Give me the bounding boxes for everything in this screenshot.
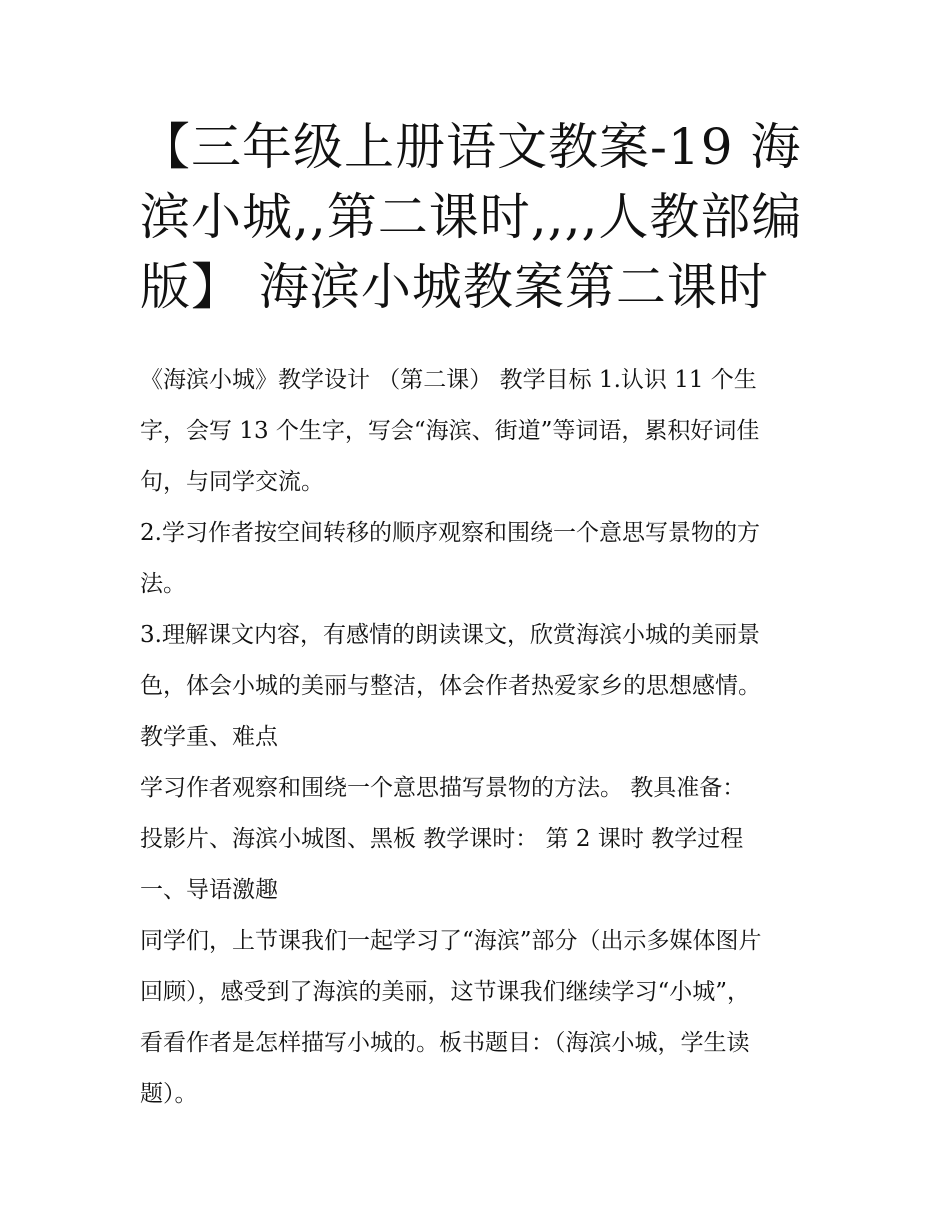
body-line: 学习作者观察和围绕一个意思描写景物的方法。 教具准备： — [140, 775, 746, 801]
body-line: 《海滨小城》教学设计 （第二课） 教学目标 1.认识 11 个生 — [140, 367, 757, 393]
body-line: 3.理解课文内容，有感情的朗读课文，欣赏海滨小城的美丽景 — [140, 622, 760, 648]
document-title — [140, 112, 820, 322]
title-line-2: 滨小城,,第二课时,,,,人教部编 — [140, 188, 803, 246]
document-body — [140, 355, 820, 1120]
body-line: 同学们，上节课我们一起学习了“海滨”部分（出示多媒体图片 — [140, 928, 762, 954]
body-line: 句，与同学交流。 — [140, 469, 324, 495]
title-line-1: 【三年级上册语文教案-19 海 — [140, 118, 802, 176]
section-heading: 一、导语激趣 — [140, 877, 278, 903]
body-line: 法。 — [140, 571, 186, 597]
section-heading: 教学重、难点 — [140, 724, 278, 750]
body-line: 看看作者是怎样描写小城的。板书题目：（海滨小城，学生读 — [140, 1030, 750, 1056]
body-line: 回顾），感受到了海滨的美丽，这节课我们继续学习“小城”， — [140, 979, 751, 1005]
body-line: 题）。 — [140, 1081, 198, 1107]
body-line: 字，会写 13 个生字，写会“海滨、街道”等词语，累积好词佳 — [140, 418, 760, 444]
title-line-3: 版】 海滨小城教案第二课时 — [140, 258, 769, 316]
body-line: 色，体会小城的美丽与整洁，体会作者热爱家乡的思想感情。 — [140, 673, 761, 699]
body-line: 2.学习作者按空间转移的顺序观察和围绕一个意思写景物的方 — [140, 520, 760, 546]
body-line: 投影片、海滨小城图、黑板 教学课时： 第 2 课时 教学过程 — [140, 826, 744, 852]
